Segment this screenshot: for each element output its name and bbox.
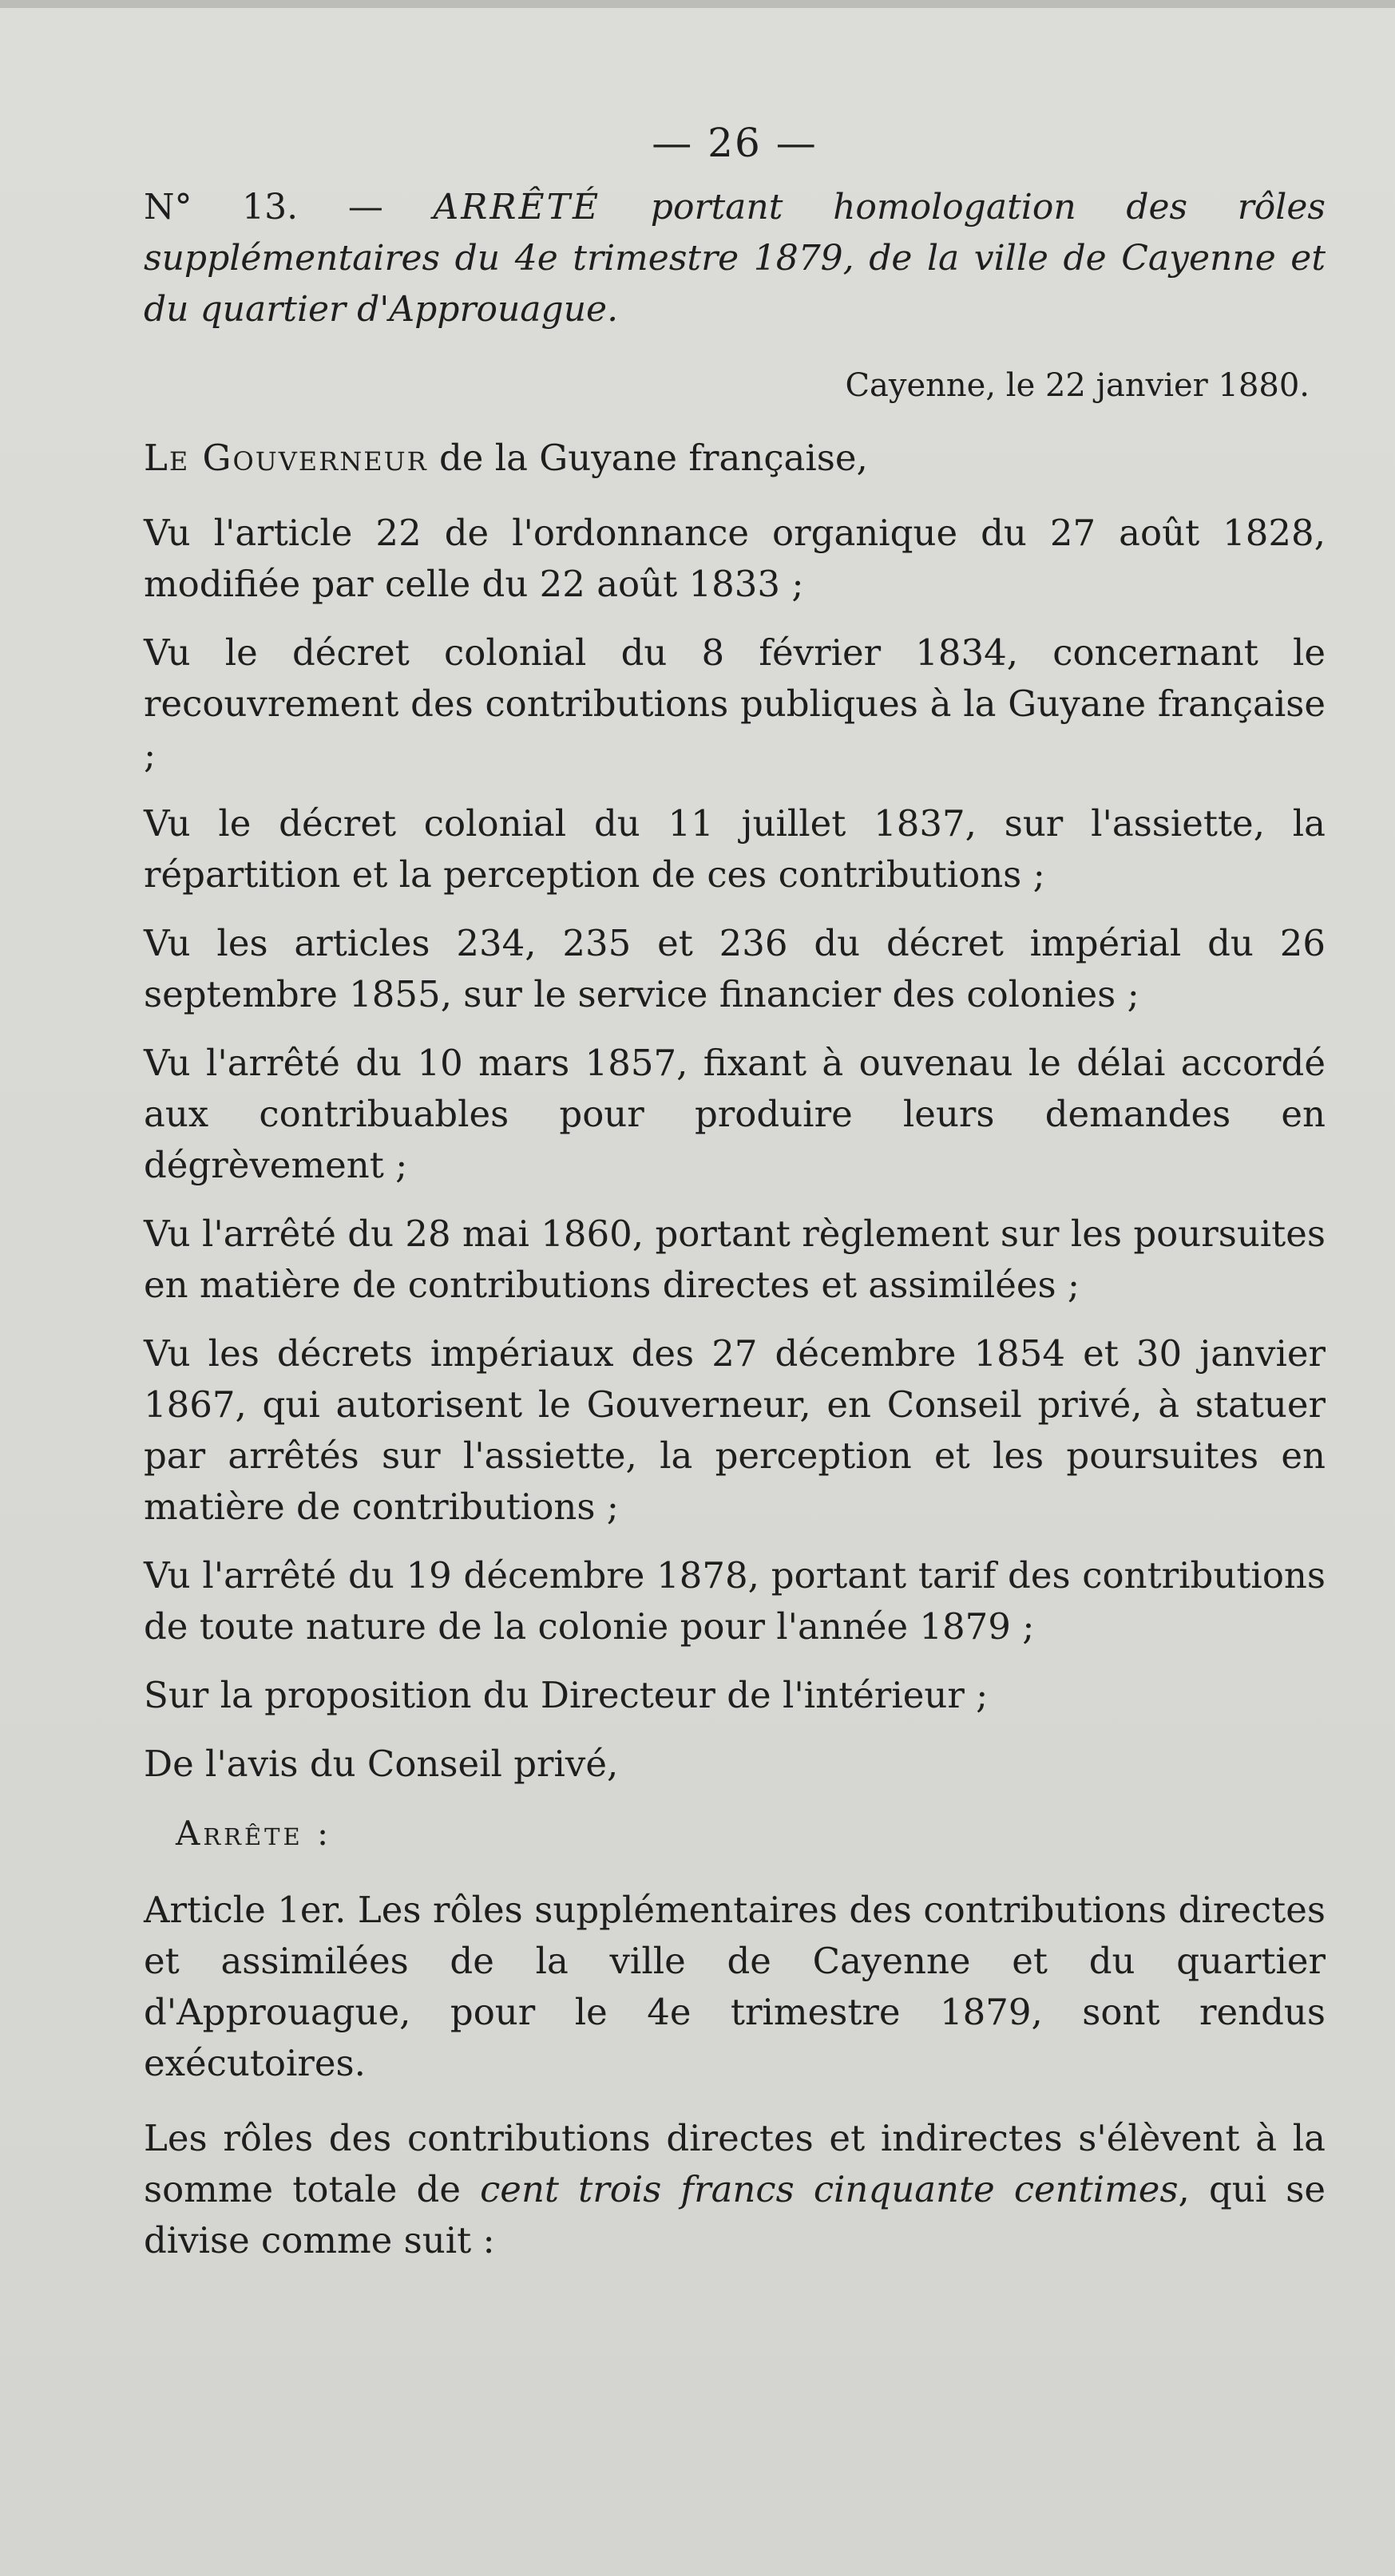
closing-after: , qui se divise comme suit :	[144, 2168, 1326, 2261]
consideration-item: Vu l'arrêté du 10 mars 1857, fixant à ouvenau le délai accordé aux contribuables pour produire leurs demandes en dégrèvement ;	[144, 1042, 1326, 1186]
consideration-item: Vu les décrets impériaux des 27 décembre 1854 et 30 janvier 1867, qui autorisent le Gouverneur, en Conseil privé, à statuer par arrêtés sur l'assiette, la perception et les poursuites en matière de contributions ;	[144, 1332, 1326, 1528]
text-block	[144, 120, 1326, 2284]
heading-dash: —	[347, 187, 383, 228]
decree-title-rest: portant homologation des rôles supplémentaires du 4e trimestre 1879, de la ville de Cayenne et du quartier d'Approuague.	[144, 187, 1326, 330]
consideration-item: De l'avis du Conseil privé,	[144, 1743, 619, 1785]
closing-paragraph	[144, 2113, 1326, 2266]
consideration-item: Vu les articles 234, 235 et 236 du décret impérial du 26 septembre 1855, sur le service financier des colonies ;	[144, 922, 1326, 1015]
page-number: — 26 —	[652, 120, 818, 166]
consideration-item: Vu l'article 22 de l'ordonnance organique du 27 août 1828, modifiée par celle du 22 août 1833 ;	[144, 512, 1326, 605]
arrete-label: Arrête :	[176, 1814, 332, 1853]
consideration-item: Vu l'arrêté du 19 décembre 1878, portant tarif des contributions de toute nature de la colonie pour l'année 1879 ;	[144, 1554, 1326, 1648]
decree-heading	[144, 182, 1326, 335]
article-1	[144, 1885, 1326, 2089]
decree-number: N° 13.	[144, 187, 299, 228]
article-1-label: Article 1er.	[144, 1889, 347, 1931]
article-1-text: Les rôles supplémentaires des contributions directes et assimilées de la ville de Cayenne et du quartier d'Approuague, pour le 4e trimestre 1879, sont rendus exécutoires.	[144, 1889, 1326, 2084]
governor-title: Le Gouverneur	[144, 437, 428, 479]
consideration-item: Vu l'arrêté du 28 mai 1860, portant règlement sur les poursuites en matière de contributions directes et assimilées ;	[144, 1213, 1326, 1306]
closing-before: Les rôles des contributions directes et indirectes s'élèvent à la somme totale de	[144, 2117, 1326, 2210]
page-top-edge	[0, 0, 1395, 8]
governor-line	[144, 433, 1326, 484]
considerations-list	[144, 508, 1326, 1790]
decree-title-caps: ARRÊTÉ	[433, 187, 601, 228]
consideration-item: Vu le décret colonial du 8 février 1834, concernant le recouvrement des contributions publiques à la Guyane française ;	[144, 631, 1326, 776]
consideration-item: Sur la proposition du Directeur de l'intérieur ;	[144, 1674, 989, 1716]
governor-rest: de la Guyane française,	[439, 437, 868, 479]
consideration-item: Vu le décret colonial du 11 juillet 1837, sur l'assiette, la répartition et la perception de ces contributions ;	[144, 802, 1326, 896]
dateline: Cayenne, le 22 janvier 1880.	[845, 367, 1310, 404]
closing-amount: cent trois francs cinquante centimes	[480, 2168, 1179, 2210]
